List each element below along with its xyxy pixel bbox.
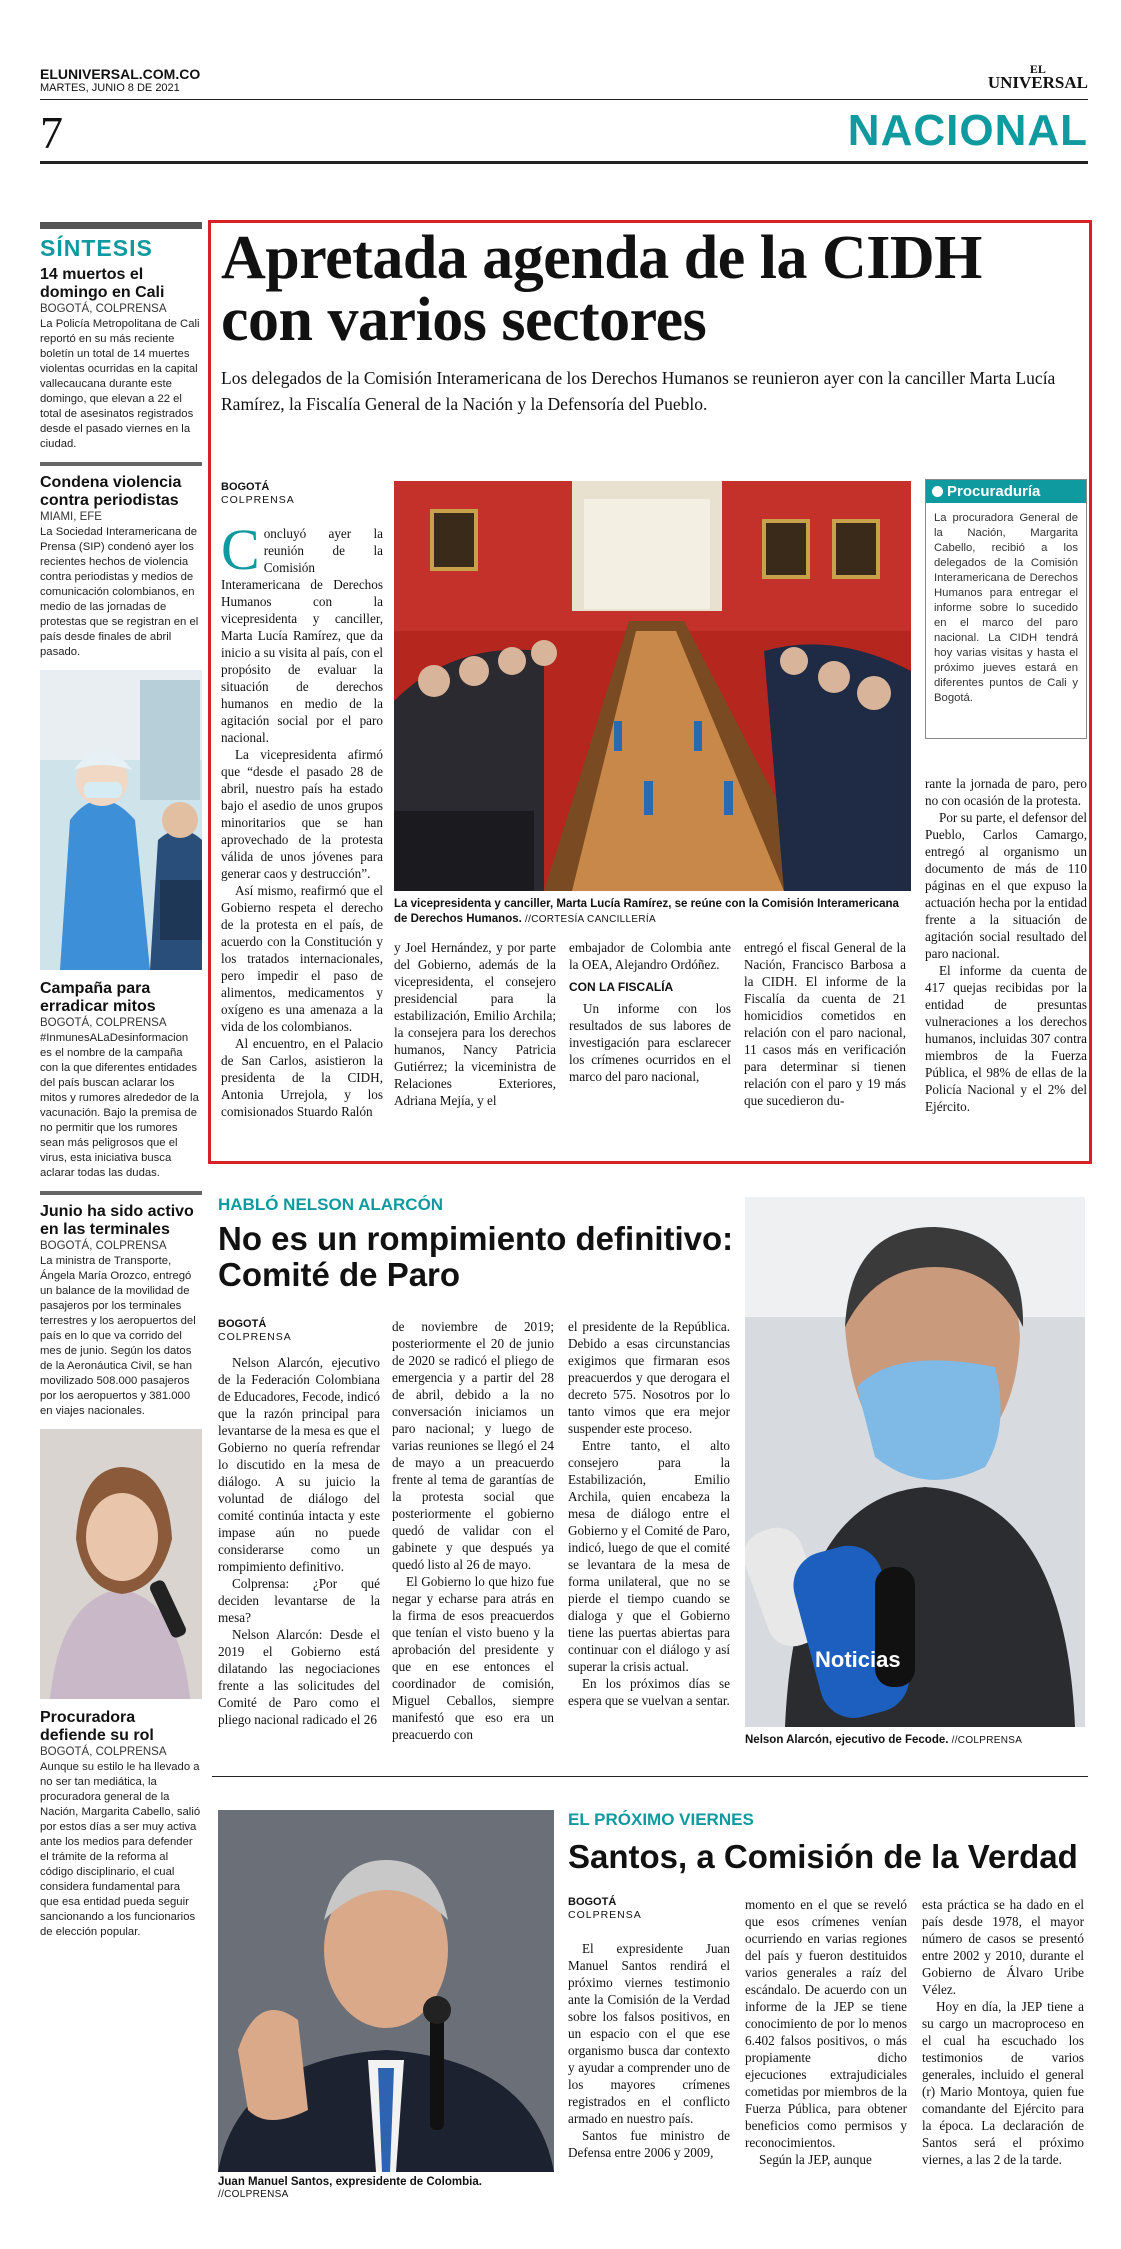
- art3-paragraph: El expresidente Juan Manuel Santos rendirá el próximo viernes testimonio ante la Comisión de la Verdad sobre los falsos positivos, en un espacio con el que ese organismo busca dar contexto y ayudar a comprender uno de los mayores crímenes registrados en el conflicto armado en nuestro país.: [568, 1941, 730, 2126]
- brief-title: 14 muertos el domingo en Cali: [40, 266, 165, 301]
- drop-cap: C: [221, 517, 260, 582]
- art2-paragraph: El Gobierno lo que hizo fue negar y echarse para atrás en la firma de esos preacuerdos que tenían el visto bueno y la aprobación del presidente y que en ese entonces el coordinador de comisión, Miguel Ceballos, siempre manifestó que eso era un preacuerdo con: [392, 1574, 554, 1742]
- brief-text: La Policía Metropolitana de Cali reportó en su más reciente boletín un total de 14 muertes violentas ocurridas en la capital vallecaucana durante este domingo, que elevan a 22 el total de asesinatos registrados desde el pasado viernes en la ciudad.: [40, 318, 200, 450]
- art2-paragraph: el presidente de la República. Debido a esas circunstancias exigimos que firmaran esos preacuerdos y que derogara el decreto 575. Nosotros por lo tanto vimos que era mejor suspender este proceso.: [568, 1319, 730, 1436]
- lead-paragraph: Por su parte, el defensor del Pueblo, Carlos Camargo, entregó al organismo un documento de más de 110 páginas en el que expuso la actuación hecha por la entidad frente a la situación de agitación social resultado del paro nacional.: [925, 810, 1087, 961]
- art2-paragraph: Nelson Alarcón, ejecutivo de la Federación Colombiana de Educadores, Fecode, indicó que la razón principal para levantarse de la mesa es que el Gobierno no quería refrendar lo discutido en la mesa de diálogo. A su juicio la voluntad de diálogo del comité continúa intacta y este impase aún no puede considerarse como un rompimiento definitivo.: [218, 1355, 380, 1574]
- lead-byline: [221, 481, 295, 507]
- brief-text: La ministra de Transporte, Ángela María Orozco, entregó un balance de la movilidad de pasajeros por los terminales terrestres y los aeropuertos del país en lo que va corrido del mes de junio. Según los datos de la Aeronáutica Civil, se han movilizado 508.000 pasajeros por los aeropuertos y 381.000 en viajes nacionales.: [40, 1255, 196, 1417]
- byline-agency: COLPRENSA: [568, 1909, 642, 1921]
- section-title: NACIONAL: [847, 106, 1088, 155]
- brief-source: BOGOTÁ, COLPRENSA: [40, 303, 167, 315]
- byline-agency: COLPRENSA: [218, 1331, 292, 1343]
- lead-paragraph: El informe da cuenta de 417 quejas recibidas por la entidad de presuntas vulneraciones a los derechos humanos, incluidas 307 contra miembros de la Fuerza Pública, el 98% de ellas de la Policía Nacional y el 2% del Ejército.: [925, 963, 1087, 1114]
- byline-city: BOGOTÁ: [218, 1318, 267, 1330]
- brief-item: [40, 980, 202, 1181]
- lead-paragraph: embajador de Colombia ante la OEA, Alejandro Ordóñez.: [569, 940, 731, 972]
- page-number: 7: [40, 107, 63, 158]
- art2-photo-caption: [745, 1734, 1085, 1746]
- art2-kicker: HABLÓ NELSON ALARCÓN: [218, 1195, 444, 1214]
- brief-source: MIAMI, EFE: [40, 511, 102, 523]
- mic-label: Noticias: [815, 1647, 901, 1672]
- bullet-icon: [932, 486, 943, 497]
- vaccination-photo: [40, 670, 202, 970]
- art3-photo-caption: [218, 2176, 554, 2200]
- brief-text: La Sociedad Interamericana de Prensa (SIP) condenó ayer los recientes hechos de violencia contra periodistas y medios de comunicación colombianos, en medio de las jornadas de protestas que se registran en el país desde finales de abril pasado.: [40, 526, 199, 658]
- lead-headline: Apretada agenda de la CIDH con varios sectores: [221, 224, 982, 354]
- art2-paragraph: Entre tanto, el alto consejero para la Estabilización, Emilio Archila, quien encabeza la mesa de diálogo entre el Gobierno y el Comité de Paro, indicó, luego de que el comité se levantara de la mesa de forma unilateral, que no se pierde el tiempo cuando se dialoga y que el Gobierno tiene las puertas abiertas para continuar con el diálogo y así superar la crisis actual.: [568, 1438, 730, 1674]
- procuradora-photo: [40, 1429, 202, 1699]
- art3-paragraph: Hoy en día, la JEP tiene a su cargo un macroproceso en el cual ha escuchado los testimonios de varios generales, incluido el general (r) Mario Montoya, quien fue comandante del Ejército para la época. La declaración de Santos será el próximo viernes, a las 2 de la tarde.: [922, 1999, 1084, 2167]
- art2-column-1: [218, 1354, 380, 1728]
- caption-text: Nelson Alarcón, ejecutivo de Fecode.: [745, 1734, 949, 1746]
- brief-title: Condena violencia contra periodistas: [40, 474, 182, 509]
- lead-subhead: CON LA FISCALÍA: [569, 980, 674, 994]
- brief-item: [40, 266, 202, 452]
- lead-paragraph: Un informe con los resultados de sus labores de investigación para esclarecer los crímenes ocurridos en el marco del paro nacional,: [569, 1001, 731, 1084]
- brief-text: Aunque su estilo le ha llevado a no ser tan mediática, la procuradora general de la Nación, Margarita Cabello, salió por estos días a ser muy activa ante los medios para defender el trámite de la reforma al código disciplinario, el cual considera fundamental para que esa entidad pueda seguir sancionando a los funcionarios de elección popular.: [40, 1761, 201, 1938]
- art3-paragraph: Santos fue ministro de Defensa entre 2006 y 2009,: [568, 2128, 730, 2160]
- art3-byline: [568, 1896, 642, 1922]
- lead-paragraph: Concluyó ayer la reunión de la Comisión Interamericana de Derechos Humanos con la vicepresidenta y canciller, Marta Lucía Ramírez, que da inicio a su visita al país, con el propósito de evaluar la situación de derechos humanos en medio de la agitación social por el paro nacional.: [221, 517, 383, 745]
- lead-photo-caption: [394, 897, 911, 927]
- brief-title: Junio ha sido activo en las terminales: [40, 1203, 194, 1238]
- art3-column-2: [745, 1896, 907, 2168]
- issue-date: MARTES, JUNIO 8 DE 2021: [40, 82, 180, 94]
- brief-item: [40, 1203, 202, 1419]
- brief-source: BOGOTÁ, COLPRENSA: [40, 1017, 167, 1029]
- masthead: [40, 64, 1088, 100]
- nelson-alarcon-photo: [745, 1197, 1085, 1727]
- art3-column-1: [568, 1940, 730, 2161]
- photo-credit: //COLPRENSA: [951, 1735, 1023, 1746]
- newspaper-logo: [988, 64, 1088, 90]
- site-url: ELUNIVERSAL.COM.CO: [40, 66, 201, 82]
- logo-line-1: EL: [1029, 62, 1046, 76]
- brief-item: [40, 474, 202, 660]
- photo-credit: //COLPRENSA: [218, 2189, 289, 2200]
- art3-paragraph: esta práctica se ha dado en el país desde 1978, el mayor número de casos se presentó entre 2002 y 2010, durante el Gobierno de Álvaro Uribe Vélez.: [922, 1897, 1084, 1997]
- lead-column-3: [569, 939, 731, 1085]
- brief-text: #InmunesALaDesinformacion es el nombre de la campaña con la que diferentes entidades del país buscan aclarar los mitos y rumores alrededor de la vacunación. Bajo la premisa de no permitir que los rumores sean más peligrosos que el virus, esta iniciativa busca aclarar todas las dudas.: [40, 1032, 199, 1179]
- lead-paragraph: Al encuentro, en el Palacio de San Carlos, asistieron la presidenta de la CIDH, Antonia Urrejola, y los comisionados Stuardo Ralón: [221, 1036, 383, 1119]
- byline-city: BOGOTÁ: [568, 1896, 617, 1908]
- byline-agency: COLPRENSA: [221, 494, 295, 506]
- art2-paragraph: de noviembre de 2019; posteriormente el 20 de junio de 2020 se radicó el pliego de emergencia y a partir del 28 de abril, debido a la no conversación iniciamos un paro nacional; y luego de varias reuniones se llegó el 24 de mayo a un preacuerdo frente al tema de garantías de la protesta social que posteriormente el gobierno quedó de validar con el gabinete y que después ya quedó listo al 26 de mayo.: [392, 1319, 554, 1572]
- lead-paragraph: y Joel Hernández, y por parte del Gobierno, además de la vicepresidenta, el consejero presidencial para la estabilización, Emilio Archila; la consejera para los derechos humanos, Nancy Patricia Gutiérrez; la viceministra de Relaciones Exteriores, Adriana Mejía, y el: [394, 940, 556, 1108]
- boxout-tag: Procuraduría: [926, 480, 1086, 503]
- procuraduria-boxout: [925, 479, 1087, 739]
- art2-paragraph: En los próximos días se espera que se vuelvan a sentar.: [568, 1676, 730, 1708]
- brief-source: BOGOTÁ, COLPRENSA: [40, 1746, 167, 1758]
- caption-text: Juan Manuel Santos, expresidente de Colombia.: [218, 2176, 482, 2188]
- lead-photo: [394, 481, 911, 891]
- brief-divider: [40, 1191, 202, 1195]
- brief-source: BOGOTÁ, COLPRENSA: [40, 1240, 167, 1252]
- art3-paragraph: Según la JEP, aunque: [759, 2152, 872, 2167]
- lead-paragraph: Así mismo, reafirmó que el Gobierno respeta el derecho de la protesta en el país, de acuerdo con la Constitución y los tratados internacionales, pero impedir el paso de alimentos, medicamentos y oxígeno es una amenaza a la vida de los colombianos.: [221, 883, 383, 1034]
- lead-column-5: [925, 775, 1087, 1115]
- brief-title: Campaña para erradicar mitos: [40, 980, 156, 1015]
- article-divider: [212, 1776, 1088, 1777]
- boxout-text: La procuradora General de la Nación, Margarita Cabello, recibió a los delegados de la Comisión Interamericana de Derechos Humanos para entregar el informe sobre lo sucedido en el marco del paro nacional. La CIDH tendrá hoy varias visitas y hasta el próximo jueves estará en diferentes puntos de Cali y Bogotá.: [934, 512, 1078, 704]
- lead-paragraph: La vicepresidenta afirmó que “desde el pasado 28 de abril, nuestro país ha estado bajo el asedio de unos grupos minoritarios que se han aprovechado de la protesta válida de unos jóvenes para generar caos y destrucción”.: [221, 747, 383, 881]
- lead-deck: Los delegados de la Comisión Interamericana de los Derechos Humanos se reunieron ayer con la canciller Marta Lucía Ramírez, la Fiscalía General de la Nación y la Defensoría del Pueblo.: [221, 368, 1056, 414]
- lead-column-2: [394, 939, 556, 1109]
- page-header: [40, 104, 1088, 164]
- art2-headline: No es un rompimiento definitivo: Comité de Paro: [218, 1220, 734, 1293]
- art3-headline: Santos, a Comisión de la Verdad: [568, 1838, 1078, 1875]
- brief-divider: [40, 462, 202, 466]
- sintesis-sidebar: [40, 222, 202, 1950]
- byline-city: BOGOTÁ: [221, 481, 270, 493]
- photo-credit: //CORTESÍA CANCILLERÍA: [525, 914, 656, 925]
- santos-photo: [218, 1810, 554, 2172]
- lead-column-4: [744, 939, 906, 1109]
- art3-paragraph: momento en el que se reveló que esos crímenes venían ocurriendo en varias regiones del país y fueron destituidos varios generales a raíz del escándalo. De acuerdo con un informe de la JEP se tiene conocimiento de por lo menos 6.402 falsos positivos, o más propiamente dicho ejecuciones extrajudiciales cometidas por miembros de la Fuerza Pública, para obtener beneficios como permisos y reconocimientos.: [745, 1897, 907, 2150]
- lead-column-1: [221, 517, 383, 1120]
- art3-kicker: EL PRÓXIMO VIERNES: [568, 1810, 754, 1829]
- logo-line-2: UNIVERSAL: [987, 72, 1088, 92]
- brief-item: [40, 1709, 202, 1940]
- lead-paragraph: entregó el fiscal General de la Nación, Francisco Barbosa a la CIDH. El informe de la Fiscalía da cuenta de 21 homicidios cometidos en relación con el paro nacional, 11 casos más en verificación para determinar si tienen relación con el paro y 19 más que sucedieron du-: [744, 940, 906, 1108]
- lead-article: [208, 220, 1092, 1164]
- art2-byline: [218, 1318, 292, 1344]
- art2-paragraph: Colprensa: ¿Por qué deciden levantarse de la mesa?: [218, 1576, 380, 1625]
- brief-title: Procuradora defiende su rol: [40, 1709, 154, 1744]
- art2-column-2: [392, 1318, 554, 1743]
- sidebar-top-bar: [40, 222, 202, 229]
- art2-column-3: [568, 1318, 730, 1709]
- caption-text: La vicepresidenta y canciller, Marta Lucía Ramírez, se reúne con la Comisión Interamericana de Derechos Humanos.: [394, 898, 899, 925]
- sidebar-title: SÍNTESIS: [40, 235, 153, 261]
- art2-paragraph: Nelson Alarcón: Desde el 2019 el Gobierno está dilatando las negociaciones frente a las solicitudes del Comité de Paro como el pliego nacional radicado el 26: [218, 1627, 380, 1727]
- art3-column-3: [922, 1896, 1084, 2168]
- lead-paragraph: rante la jornada de paro, pero no con ocasión de la protesta.: [925, 776, 1087, 808]
